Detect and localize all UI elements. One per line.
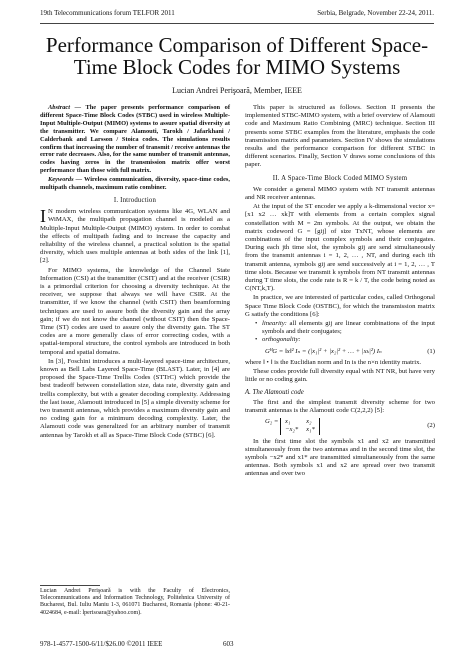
matrix-cell-11: x₁ (285, 418, 291, 426)
ostbc-conditions (255, 320, 435, 345)
orthogonality-label: orthogonality: (262, 336, 301, 344)
paper-title (30, 34, 444, 78)
matrix-cell-22: x₁* (306, 426, 315, 434)
left-column (40, 104, 230, 441)
alamouti-matrix (280, 418, 320, 434)
structure-paragraph: This paper is structured as follows. Section II presents the implemented STBC-MIMO system, with a brief overview of Alamouti code and Maximum Ratio Combining (MRC) technique. Section III presents some STBC examples from the literature, emphasis the code transmission matrix and parameters. Section IV shows the simulations results and the performance comparison for different STBC in different scenarios. Finally, Section V draws some conclusions of this paper. (245, 104, 435, 169)
subsection-heading-alamouti: A. The Alamouti code (245, 388, 304, 396)
equation-2-number: (2) (427, 422, 435, 430)
keywords (40, 176, 230, 192)
system-paragraph-5: These codes provide full diversity equal with NT NR, but have very little or no coding gain. (245, 368, 435, 384)
header-left: 19th Telecommunications forum TELFOR 2011 (40, 9, 175, 17)
system-paragraph-2: At the input of the ST encoder we apply a k-dimensional vector x=[x1 x2 … xk]T with elements from a certain complex signal constellation with M = 2m symbols. At the output, we obtain the matrix codeword G = [gij] of size TxNT, whose elements are combinations of the input complex symbols and their conjugates. During each jth time slot, the symbols gij are send simultaneously from the transmit antennas i = 1, 2, … , NT, and during each ith transmit antenna, symbols gij are send successively at i = 1, 2, … , T time slots. Because we transmit k symbols from NT transmit antennas during T time slots, the code rate is R = k / T, the code being noted as C(NT,k,T). (245, 203, 435, 293)
footer-spacer (294, 640, 434, 648)
linearity-text: all elements gij are linear combinations of the input symbols and their conjugates; (262, 320, 435, 336)
system-paragraph-4: where ‖ • ‖ is the Euclidian norm and In is the n×n identity matrix. (245, 358, 422, 366)
equation-2-lhs: G₂ = (265, 418, 279, 426)
keywords-text: — Wireless communication, diversity, space-time codes, multipath channels, maximum ratio combiner. (40, 176, 230, 192)
title-line-1: Performance Comparison of Different Space- (45, 33, 429, 57)
equation-1 (245, 348, 435, 356)
page-number: 603 (222, 640, 234, 648)
copyright-line: 978-1-4577-1500-6/11/$26.00 ©2011 IEEE (40, 640, 163, 648)
equation-2 (245, 418, 435, 434)
title-line-2: Time Block Codes for MIMO Systems (73, 55, 401, 79)
abstract (40, 104, 230, 175)
matrix-cell-21: −x₂* (285, 426, 299, 434)
equation-2-body (265, 418, 320, 434)
header-right: Serbia, Belgrade, November 22-24, 2011. (317, 9, 434, 17)
condition-linearity (255, 320, 435, 336)
section-heading-stbc-system: II. A Space-Time Block Coded MIMO System (272, 174, 408, 182)
linearity-label: linearity: (262, 320, 287, 328)
footnote-divider (40, 585, 100, 586)
equation-1-body: GᴴG = ‖x‖² Iₙ = (|x₁|² + |x₂|² + … + |xₖ|²) Iₙ (265, 347, 382, 355)
abstract-text: — The paper presents performance comparison of different Space-Time Block Codes (STBC) used in wireless Multiple-Input Multiple-Output (MIMO) systems to assure spatial diversity at the transmitter. We compare Alamouti, Tarokh / Jafarkhani / Calderbank and Larsson / Stoica codes. The simulations results confirm that increasing the number of transmit / receive antennas the error rate decreases. Also, for the same number of transmit antennas, codes having zeros in the transmission matrix offer worst performance than those with full matrix. (40, 104, 230, 175)
author-footnote: Lucian Andrei Perişoară is with the Faculty of Electronics, Telecommunications and Information Technology, Politehnica University of Bucharest, Bul. Iuliu Maniu 1-3, 061071 Bucharest, Romania (phone: 40-21-4024684, e-mail: lperisoara@yahoo.com). (40, 588, 230, 616)
intro-paragraph-2: For MIMO systems, the knowledge of the Channel State Information (CSI) at the transmitter (CSIT) and at the receiver (CSIR) is a primordial criterion for choosing a diversity technique. At the receiver, we suppose that always we will have CSIR. At the transmitter, if we know the channel (with CSIT) then beamforming techniques are used to assure both the diversity gain and the array gain; if we do not know the channel (without CSIT) then the Space-Time (ST) codes are used to assure only the diversity gain. The ST codes are a more generally class of error correcting codes, with a spatial-temporal structure, the control symbols are introduced in both temporal and spatial domains. (40, 266, 230, 356)
alamouti-paragraph-1: The first and the simplest transmit diversity scheme for two transmit antennas is the Alamouti code C(2,2,2) [5]: (245, 398, 435, 414)
alamouti-paragraph-2: In the first time slot the symbols x1 and x2 are transmitted simultaneously from the two antennas and in the second time slot, the symbols −x2* and x1* are transmitted simultaneously from the same antennas. Both symbols x1 and x2 are spread over two transmit antennas and over two (245, 437, 435, 478)
condition-orthogonality (255, 336, 435, 344)
drop-cap: I (40, 206, 46, 227)
section-heading-introduction: I. Introduction (113, 196, 157, 204)
system-paragraph-1: We consider a general MIMO system with NT transmit antennas and NR receiver antennas. (245, 185, 435, 202)
abstract-label: Abstract (48, 104, 71, 111)
author-line: Lucian Andrei Perişoară, Member, IEEE (172, 86, 302, 95)
running-header (40, 9, 434, 24)
page-footer (40, 640, 434, 648)
intro-paragraph-3: In [3], Foschini introduces a multi-layered space-time architecture, known as Bell Labs Layered Space-Time (BLAST). Later, in [4] are proposed the Space-Time Trellis Codes (STTrC) which provide the best tradeoff between constellation size, data rate, diversity gain and trellis complexity, but with a greater decoding complexity. Addressing the last issue, Alamouti introduced in [5] a simple diversity scheme for two transmit antennas, which provides a maximum diversity gain and no coding gain for a minimum decoding complexity. Later, the Alamouti code was generalized for an arbitrary number of transmit antennas by Tarokh et all as Space-Time Block Code (STBC) [6]. (40, 357, 230, 439)
equation-1-number: (1) (427, 347, 435, 355)
keywords-label: Keywords (48, 176, 74, 184)
system-paragraph-3: In practice, we are interested of particular codes, called Orthogonal Space Time Block Code (OSTBC), for which the transmission matrix G satisfy the conditions [6]: (245, 294, 435, 318)
matrix-cell-12: x₂ (306, 418, 312, 426)
intro-paragraph-1-text: N modern wireless communication systems like 4G, WLAN and WiMAX, the multipath propagation channel is modeled as a Multiple-Input Multiple-Output (MIMO) system. In order to combat the effects of multipath fading and to increase the capacity and reliability of the wireless channel, a practical solution is the spatial diversity, which uses multiple antennas at both sides of the link [1], [2]. (40, 208, 230, 265)
intro-paragraph-1 (40, 208, 230, 265)
right-column (245, 104, 435, 480)
